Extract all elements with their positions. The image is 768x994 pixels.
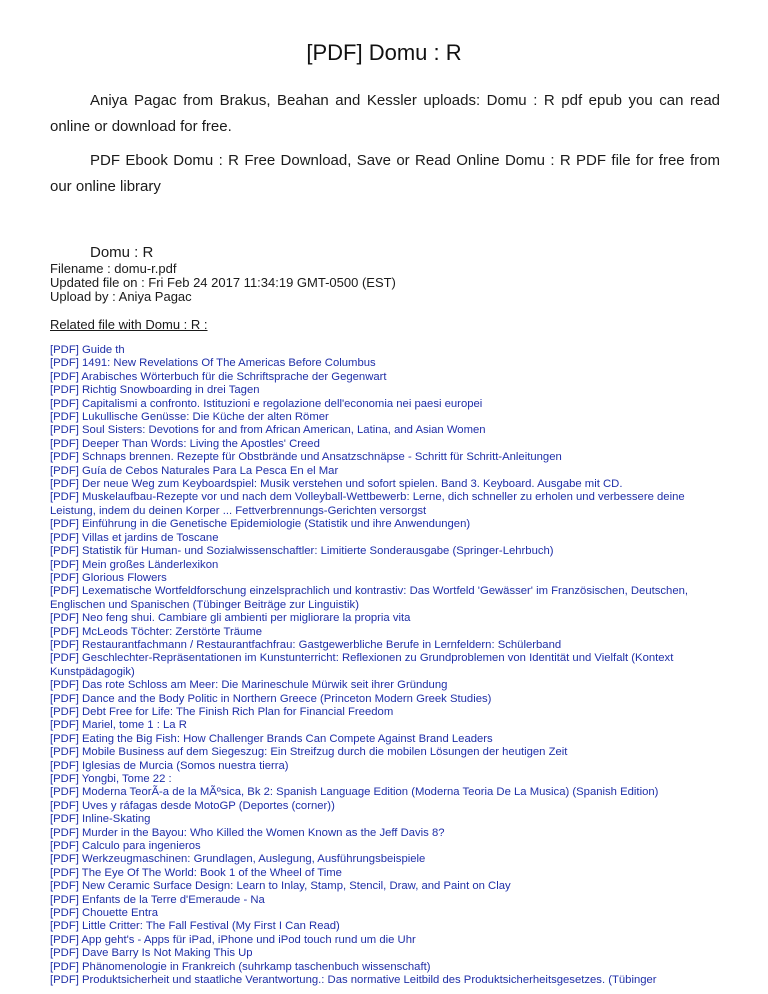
related-file-link[interactable]: [PDF] Moderna TeorÃ-a de la MÃºsica, Bk 2: Spanish Language Edition (Moderna Teoria De La Musica) (Spanish Edition): [50, 786, 659, 799]
related-file-link[interactable]: [PDF] Murder in the Bayou: Who Killed the Women Known as the Jeff Davis 8?: [50, 826, 445, 839]
related-file-link[interactable]: [PDF] Schnaps brennen. Rezepte für Obstbrände und Ansatzschnäpse - Schritt für Schritt-Anleitungen: [50, 451, 562, 464]
related-file-link[interactable]: [PDF] Debt Free for Life: The Finish Rich Plan for Financial Freedom: [50, 705, 394, 718]
related-file-link[interactable]: [PDF] Enfants de la Terre d'Emeraude - Na: [50, 893, 265, 906]
file-metadata: [50, 262, 396, 304]
related-file-link[interactable]: [PDF] Einführung in die Genetische Epidemiologie (Statistik und ihre Anwendungen): [50, 518, 471, 531]
related-file-link[interactable]: [PDF] Der neue Weg zum Keyboardspiel: Musik verstehen und sofort spielen. Band 3. Keyboard. Ausgabe mit CD.: [50, 478, 623, 491]
related-file-link[interactable]: [PDF] Chouette Entra: [50, 907, 158, 920]
related-file-link[interactable]: [PDF] Arabisches Wörterbuch für die Schriftsprache der Gegenwart: [50, 370, 387, 383]
page-title: [PDF] Domu : R: [306, 40, 462, 65]
uploader-line: Upload by : Aniya Pagac: [50, 289, 192, 304]
related-file-link[interactable]: [PDF] Mein großes Länderlexikon: [50, 558, 219, 571]
related-file-link[interactable]: [PDF] New Ceramic Surface Design: Learn to Inlay, Stamp, Stencil, Draw, and Paint on Clay: [50, 880, 511, 893]
related-file-link[interactable]: [PDF] Iglesias de Murcia (Somos nuestra tierra): [50, 759, 289, 772]
filename-line: Filename : domu-r.pdf: [50, 261, 177, 276]
related-file-link[interactable]: [PDF] Werkzeugmaschinen: Grundlagen, Auslegung, Ausführungsbeispiele: [50, 853, 426, 866]
related-file-link[interactable]: [PDF] Phänomenologie in Frankreich (suhrkamp taschenbuch wissenschaft): [50, 960, 431, 973]
related-file-link[interactable]: [PDF] Produktsicherheit und staatliche Verantwortung.: Das normative Leitbild des Produktsicherheitsgesetzes. (Tübinger: [50, 974, 657, 987]
related-file-link[interactable]: [PDF] Yongbi, Tome 22 :: [50, 773, 172, 785]
related-files-list: [50, 344, 730, 988]
related-file-link[interactable]: [PDF] Deeper Than Words: Living the Apostles' Creed: [50, 437, 320, 450]
ebook-paragraph: PDF Ebook Domu : R Free Download, Save or Read Online Domu : R PDF file for free from our online library: [50, 152, 720, 195]
related-file-link[interactable]: [PDF] Villas et jardins de Toscane: [50, 531, 219, 544]
related-file-link[interactable]: [PDF] Dance and the Body Politic in Northern Greece (Princeton Modern Greek Studies): [50, 692, 492, 705]
related-file-link[interactable]: [PDF] Capitalismi a confronto. Istituzioni e regolazione dell'economia nei paesi europei: [50, 397, 483, 410]
related-file-link[interactable]: [PDF] The Eye Of The World: Book 1 of the Wheel of Time: [50, 866, 342, 879]
related-file-link[interactable]: [PDF] Glorious Flowers: [50, 571, 167, 584]
updated-line: Updated file on : Fri Feb 24 2017 11:34:19 GMT-0500 (EST): [50, 275, 396, 290]
related-file-link[interactable]: [PDF] Mariel, tome 1 : La R: [50, 719, 187, 732]
related-file-link[interactable]: [PDF] Muskelaufbau-Rezepte vor und nach dem Volleyball-Wettbewerb: Lerne, dich schneller zu erholen und verbessere deine Leistung, indem du deinen Korper ... Fettverbrennungs-Gerichten versorgst: [50, 491, 685, 517]
related-file-link[interactable]: [PDF] Geschlechter-Repräsentationen im Kunstunterricht: Reflexionen zu Grundproblemen von Identität und Vielfalt (Kontext Kunstpädagogik): [50, 652, 674, 678]
related-file-link[interactable]: [PDF] Guide th: [50, 344, 125, 356]
related-file-link[interactable]: [PDF] Neo feng shui. Cambiare gli ambienti per migliorare la propria vita: [50, 612, 411, 625]
related-file-link[interactable]: [PDF] Restaurantfachmann / Restaurantfachfrau: Gastgewerbliche Berufe in Lernfeldern: Schülerband: [50, 638, 562, 651]
related-file-link[interactable]: [PDF] Uves y ráfagas desde MotoGP (Deportes (corner)): [50, 799, 335, 812]
related-file-link[interactable]: [PDF] Mobile Business auf dem Siegeszug: Ein Streifzug durch die mobilen Lösungen der heutigen Zeit: [50, 746, 568, 759]
related-file-link[interactable]: [PDF] Lukullische Genüsse: Die Küche der alten Römer: [50, 411, 329, 424]
related-file-link[interactable]: [PDF] Guía de Cebos Naturales Para La Pesca En el Mar: [50, 464, 339, 477]
related-file-link[interactable]: [PDF] Calculo para ingenieros: [50, 840, 201, 853]
related-file-link[interactable]: [PDF] Little Critter: The Fall Festival (My First I Can Read): [50, 920, 340, 933]
book-name-paragraph: Domu : R: [90, 244, 154, 261]
related-file-link[interactable]: [PDF] Lexematische Wortfeldforschung einzelsprachlich und kontrastiv: Das Wortfeld 'Gewässer' im Französischen, Deutschen, Englischen und Spanischen (Tübinger Beiträge zur Linguistik): [50, 585, 689, 611]
related-file-link[interactable]: [PDF] Soul Sisters: Devotions for and from African American, Latina, and Asian Women: [50, 424, 486, 437]
related-file-link[interactable]: [PDF] Dave Barry Is Not Making This Up: [50, 947, 253, 960]
related-file-link[interactable]: [PDF] Inline-Skating: [50, 813, 151, 826]
related-file-link[interactable]: [PDF] 1491: New Revelations Of The Americas Before Columbus: [50, 357, 376, 370]
related-file-link[interactable]: [PDF] Richtig Snowboarding in drei Tagen: [50, 384, 260, 397]
related-file-link[interactable]: [PDF] McLeods Töchter: Zerstörte Träume: [50, 625, 262, 638]
related-file-link[interactable]: [PDF] Statistik für Human- und Sozialwissenschaftler: Limitierte Sonderausgabe (Springer-Lehrbuch): [50, 545, 554, 558]
related-file-link[interactable]: [PDF] App geht's - Apps für iPad, iPhone und iPod touch rund um die Uhr: [50, 933, 416, 946]
related-file-link[interactable]: [PDF] Eating the Big Fish: How Challenger Brands Can Compete Against Brand Leaders: [50, 732, 493, 745]
related-heading: Related file with Domu : R :: [50, 317, 208, 332]
intro-paragraph: Aniya Pagac from Brakus, Beahan and Kessler uploads: Domu : R pdf epub you can read online or download for free.: [50, 92, 720, 135]
related-file-link[interactable]: [PDF] Das rote Schloss am Meer: Die Marineschule Mürwik seit ihrer Gründung: [50, 679, 448, 692]
